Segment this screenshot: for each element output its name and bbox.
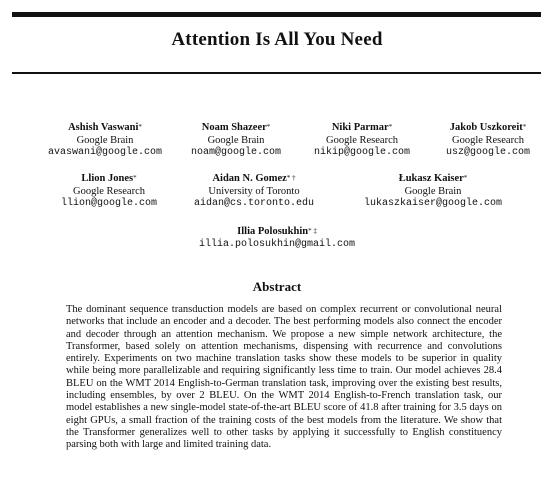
author-mark: * [133, 174, 137, 182]
title-rule-top [12, 12, 541, 17]
author-email: llion@google.com [60, 198, 157, 209]
author-block [48, 173, 170, 211]
author-email: aidan@cs.toronto.edu [193, 198, 315, 209]
abstract-text: The dominant sequence transduction models are based on complex recurrent or convolutional neural networks that include an encoder and a decoder. The best performing models also connect the encoder and decoder through an attention mechanism. We propose a new simple network architecture, the Transformer, based solely on attention mechanisms, dispensing with recurrence and convolutions entirely. Experiments on two machine translation tasks show these models to be superior in quality while being more parallelizable and requiring significantly less time to train. Our model achieves 28.4 BLEU on the WMT 2014 English-to-German translation task, improving over the existing best results, including ensembles, by over 2 BLEU. On the WMT 2014 English-to-French translation task, our model establishes a new single-model state-of-the-art BLEU score of 41.8 after training for 3.5 days on eight GPUs, a small fraction of the training costs of the best models from the literature. We show that the Transformer generalizes well to other tasks by applying it successfully to English constituency parsing both with large and limited training data. [66, 304, 502, 451]
author-mark: * [138, 123, 142, 131]
author-name: Noam Shazeer [201, 122, 267, 133]
author-email: illia.polosukhin@gmail.com [198, 238, 356, 250]
author-mark: * [266, 123, 271, 131]
author-name: Jakob Uszkoreit [449, 122, 523, 133]
author-affiliation: Google Research [325, 134, 398, 146]
author-affiliation: Google Brain [76, 134, 134, 146]
author-affiliation: Google Brain [207, 134, 265, 146]
author-name: Ashish Vaswani [68, 122, 139, 133]
author-affiliation: Google Research [72, 185, 145, 197]
paper-title: Attention Is All You Need [171, 29, 383, 50]
author-email: avaswani@google.com [47, 147, 163, 158]
author-block [358, 173, 508, 211]
author-mark: * [522, 123, 527, 131]
author-email: noam@google.com [190, 147, 281, 158]
author-block [434, 122, 542, 160]
author-name: Łukasz Kaiser [398, 173, 464, 184]
author-name: Illia Polosukhin [237, 226, 309, 237]
author-affiliation: Google Brain [404, 185, 462, 197]
author-block [182, 122, 290, 160]
author-mark: * ‡ [308, 227, 317, 235]
author-affiliation: Google Research [451, 134, 524, 146]
author-name: Niki Parmar [331, 122, 389, 133]
author-affiliation: University of Toronto [208, 185, 300, 197]
author-block [44, 122, 166, 160]
author-name: Llion Jones [81, 173, 134, 184]
author-block [167, 226, 387, 251]
author-mark: * [388, 123, 393, 131]
author-email: usz@google.com [445, 147, 530, 158]
author-name: Aidan N. Gomez [212, 173, 287, 184]
title-rule-bottom [12, 72, 541, 74]
author-block [184, 173, 324, 211]
abstract-heading: Abstract [252, 279, 302, 294]
author-email: nikip@google.com [313, 147, 410, 158]
author-email: lukaszkaiser@google.com [363, 198, 503, 209]
author-block [305, 122, 419, 160]
author-mark: * [463, 174, 468, 182]
author-mark: * † [286, 174, 296, 182]
